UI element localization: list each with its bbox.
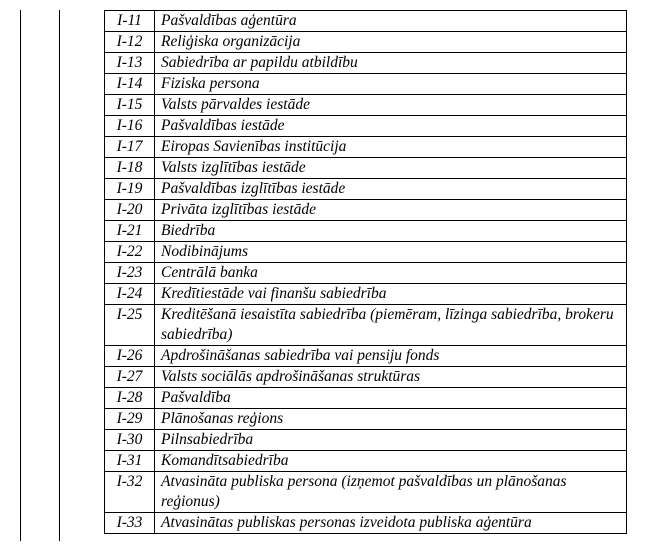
institution-type: Kredītiestāde vai finanšu sabiedrība [155,284,627,305]
institution-code: I-20 [105,200,155,221]
table-row [105,472,627,513]
institution-type: Sabiedrība ar papildu atbildību [155,53,627,74]
institution-type: Valsts izglītības iestāde [155,158,627,179]
table-row [105,409,627,430]
institution-code: I-14 [105,74,155,95]
table-row [105,263,627,284]
institution-type: Atvasināta publiska persona (izņemot pašvaldības un plānošanas reģionus) [155,472,627,513]
institution-type: Pašvaldības iestāde [155,116,627,137]
table-row [105,74,627,95]
table-row [105,513,627,534]
institution-code: I-15 [105,95,155,116]
institution-type: Reliģiska organizācija [155,32,627,53]
left-column-border [59,10,60,541]
institution-code: I-28 [105,388,155,409]
institution-code: I-22 [105,242,155,263]
institution-type: Privāta izglītības iestāde [155,200,627,221]
institution-type: Biedrība [155,221,627,242]
institution-type: Fiziska persona [155,74,627,95]
institution-code: I-13 [105,53,155,74]
institution-code: I-31 [105,451,155,472]
institution-code: I-29 [105,409,155,430]
left-column-border [20,10,21,541]
table-row [105,32,627,53]
institution-type: Atvasinātas publiskas personas izveidota publiska aģentūra [155,513,627,534]
institution-type: Kreditēšanā iesaistīta sabiedrība (piemēram, līzinga sabiedrība, brokeru sabiedrība) [155,305,627,346]
institution-code: I-17 [105,137,155,158]
institution-code: I-12 [105,32,155,53]
institution-code: I-18 [105,158,155,179]
institution-code: I-30 [105,430,155,451]
table-row [105,200,627,221]
table-row [105,116,627,137]
institution-code: I-25 [105,305,155,346]
table-row [105,388,627,409]
institution-code: I-32 [105,472,155,513]
institution-type: Pašvaldība [155,388,627,409]
table-row [105,179,627,200]
table-row [105,430,627,451]
institution-code: I-19 [105,179,155,200]
table-row [105,137,627,158]
table-row [105,158,627,179]
institution-code: I-16 [105,116,155,137]
institution-type: Centrālā banka [155,263,627,284]
institution-type: Komandītsabiedrība [155,451,627,472]
institution-type: Plānošanas reģions [155,409,627,430]
table-row [105,346,627,367]
institution-code: I-23 [105,263,155,284]
institution-code: I-26 [105,346,155,367]
institution-type: Valsts pārvaldes iestāde [155,95,627,116]
institution-type: Nodibinājums [155,242,627,263]
table-row [105,367,627,388]
institution-type: Eiropas Savienības institūcija [155,137,627,158]
institution-type: Pašvaldības aģentūra [155,11,627,32]
table-row [105,95,627,116]
table-row [105,242,627,263]
institution-code: I-11 [105,11,155,32]
institution-type: Pašvaldības izglītības iestāde [155,179,627,200]
table-body [105,11,627,534]
table-row [105,11,627,32]
institution-code: I-21 [105,221,155,242]
institution-code: I-33 [105,513,155,534]
table-row [105,53,627,74]
institution-type: Apdrošināšanas sabiedrība vai pensiju fonds [155,346,627,367]
institution-type: Valsts sociālās apdrošināšanas struktūras [155,367,627,388]
table-row [105,221,627,242]
institution-code-table [104,10,627,534]
table-row [105,305,627,346]
institution-code: I-24 [105,284,155,305]
table-row [105,284,627,305]
institution-type: Pilnsabiedrība [155,430,627,451]
table-row [105,451,627,472]
institution-code: I-27 [105,367,155,388]
